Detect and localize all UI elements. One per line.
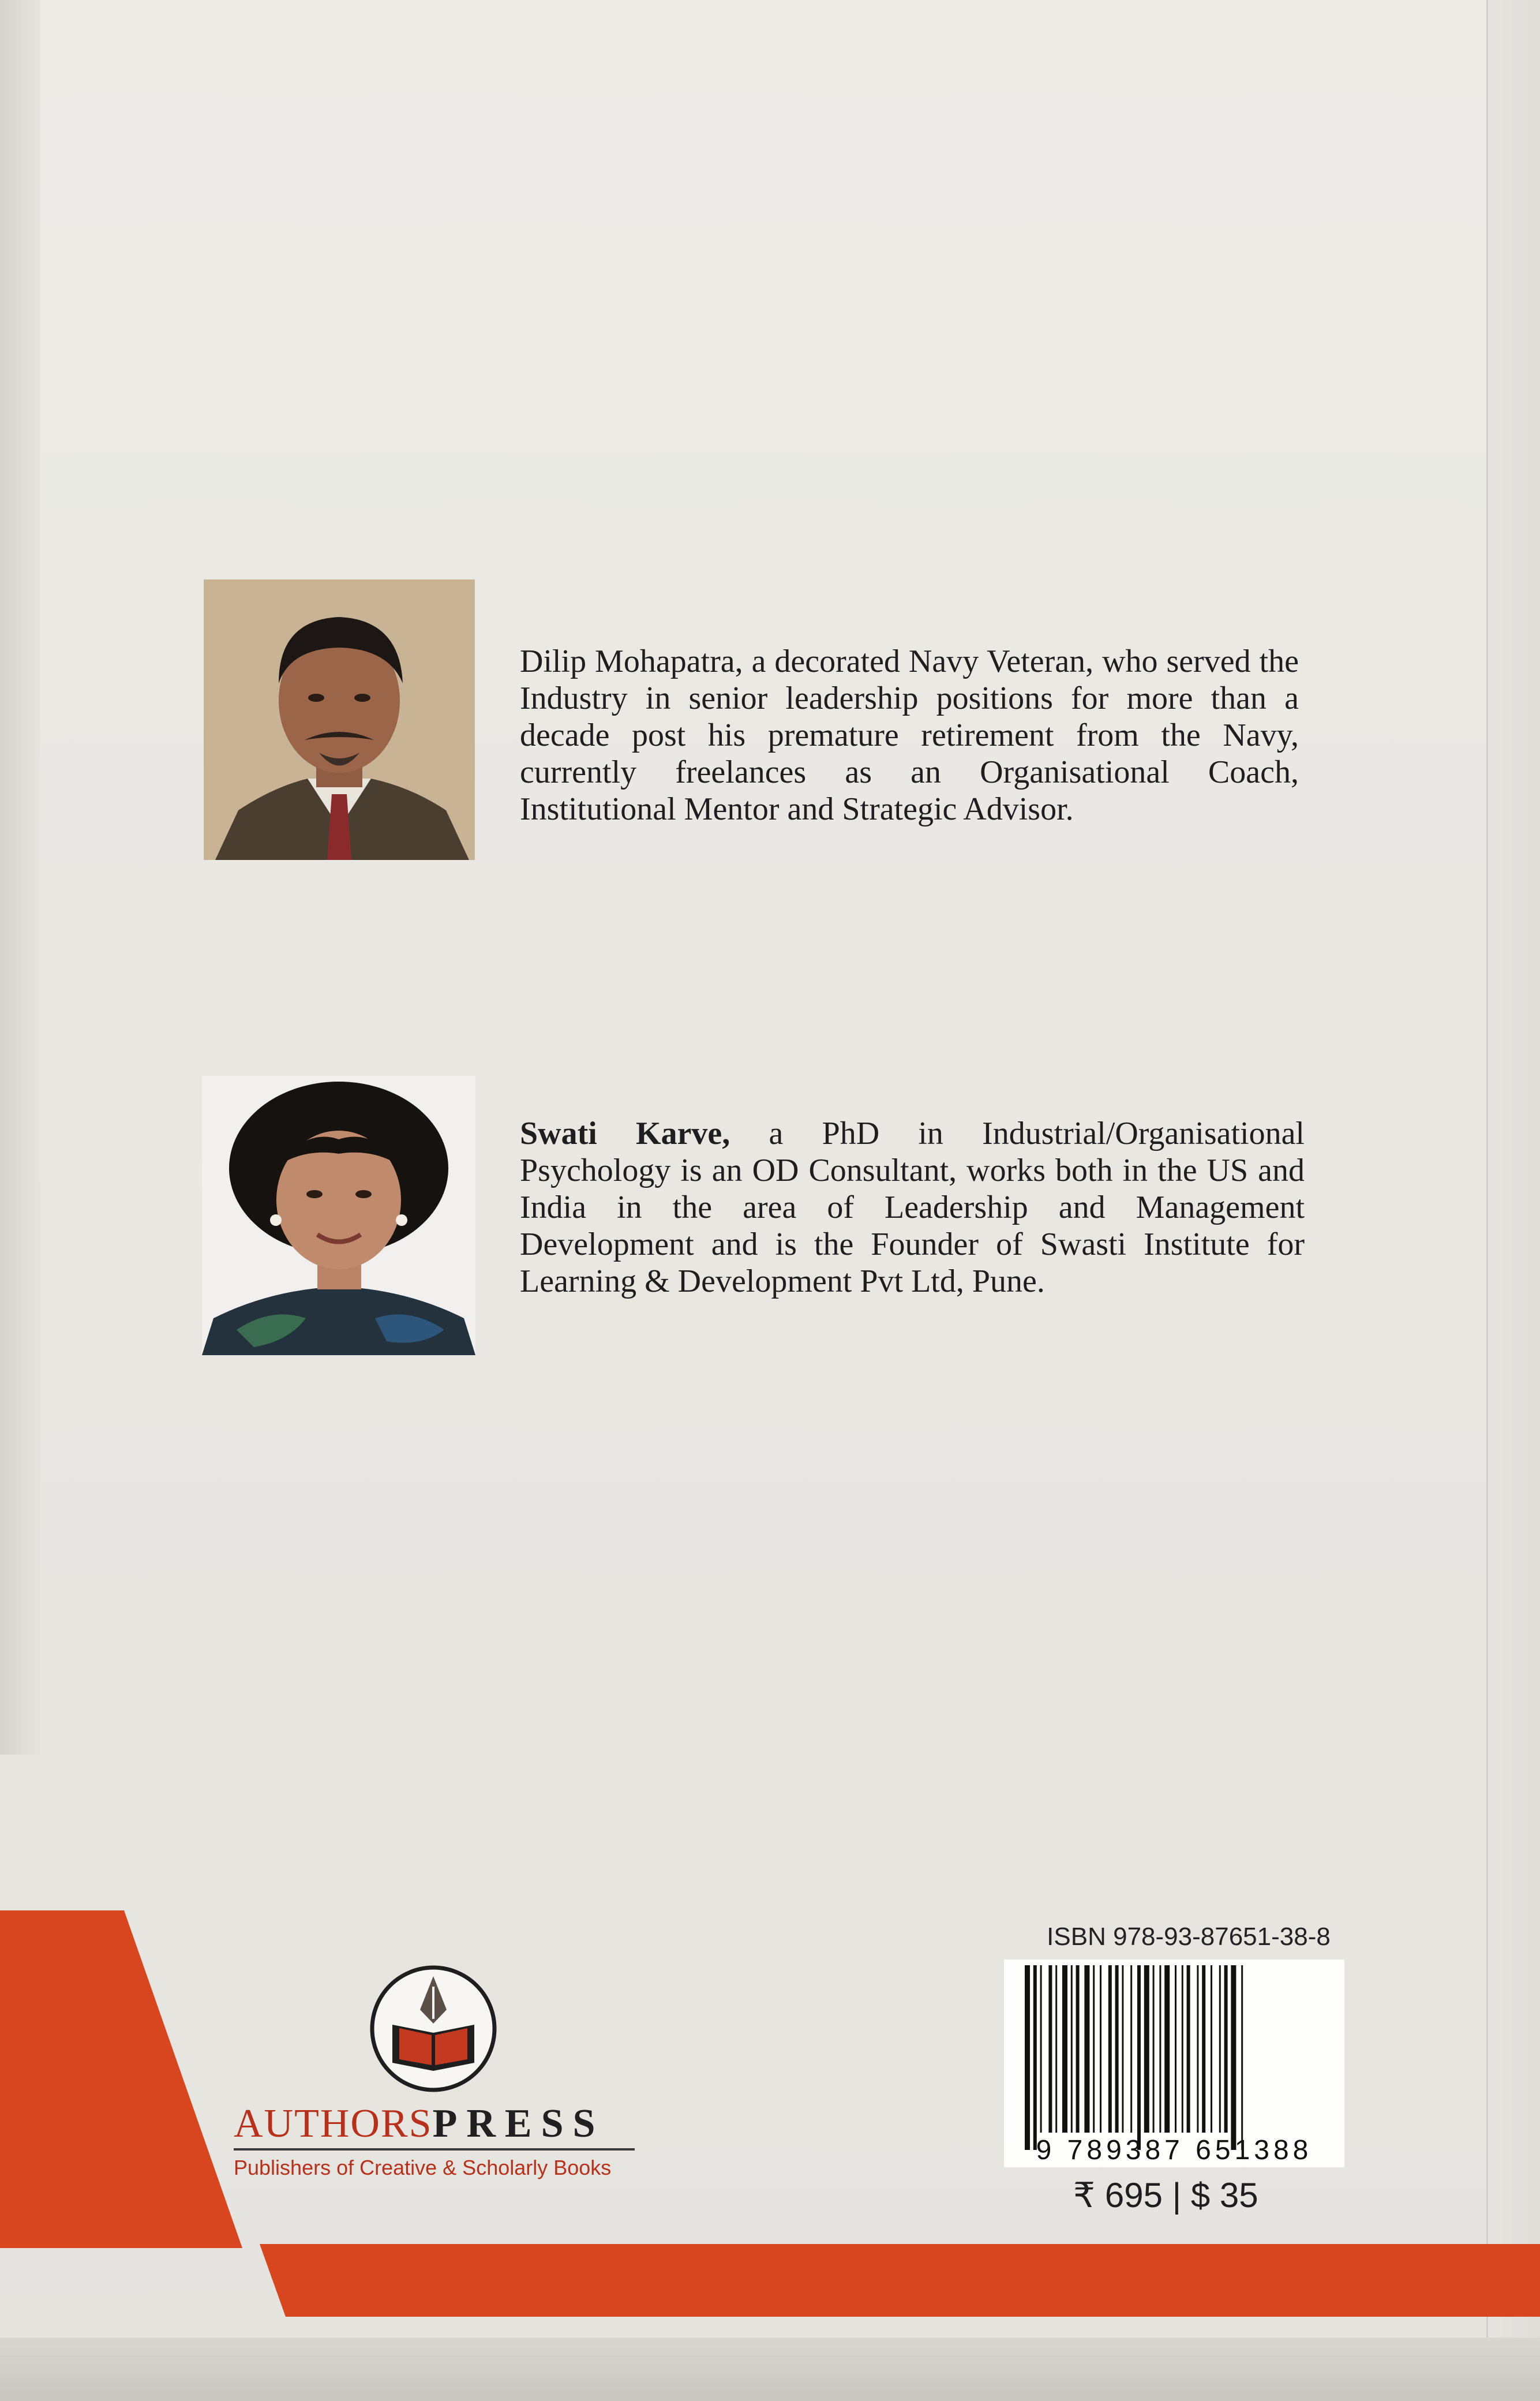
author-bio-swati-karve (520, 1115, 1305, 1300)
barcode-bar (1153, 1965, 1155, 2133)
barcode-bar (1202, 1965, 1205, 2133)
author-bio-text: a PhD in Industrial/Organisational Psychology is an OD Consultant, works both in the US and India in the area of Leadership and Management Development and is the Founder of Swasti Institute for Learning & Development Pvt Ltd, Pune. (520, 1116, 1305, 1299)
barcode-bar (1187, 1965, 1190, 2133)
author-photo-swati-karve (202, 1076, 475, 1355)
barcode-bar (1025, 1965, 1030, 2150)
barcode-bar (1033, 1965, 1037, 2150)
orange-band-left (0, 1910, 242, 2248)
author-bio-dilip-mohapatra: Dilip Mohapatra, a decorated Navy Veteran, who served the Industry in senior leadership positions for more than a decade post his premature retirement from the Navy, currently freelances as an Organisational Coach, Institutional Mentor and Strategic Advisor. (520, 644, 1299, 827)
cover-right-edge (1486, 0, 1540, 2401)
publisher-tagline: Publishers of Creative & Scholarly Books (234, 2156, 612, 2179)
publisher-divider (234, 2148, 635, 2151)
barcode-bar (1224, 1965, 1228, 2133)
barcode-bar (1159, 1965, 1161, 2133)
barcode-bar (1122, 1965, 1123, 2133)
barcode-bar (1076, 1965, 1080, 2133)
barcode-bar (1084, 1965, 1089, 2133)
publisher-name-part1: AUTHORS (234, 2101, 433, 2146)
barcode-bar (1108, 1965, 1112, 2133)
barcode-bar (1182, 1965, 1183, 2133)
authorspress-logo-icon (368, 1964, 499, 2094)
barcode-bar (1130, 1965, 1132, 2133)
barcode-bar (1048, 1965, 1052, 2133)
orange-band-bottom (260, 2244, 1540, 2317)
barcode-digits: 9 789387 651388 (1036, 2135, 1313, 2166)
cover-bottom-fold (0, 2338, 1540, 2401)
author-name-swati-karve: Swati Karve, (520, 1116, 730, 1151)
spine-shadow (0, 0, 40, 1755)
price-label: ₹ 695 | $ 35 (1073, 2176, 1258, 2215)
barcode-bar (1055, 1965, 1057, 2133)
barcode-bar (1137, 1965, 1141, 2150)
publisher-name-part2: PRESS (432, 2101, 605, 2146)
publisher-name (234, 2101, 638, 2147)
barcode-bar (1164, 1965, 1170, 2133)
barcode-bar (1211, 1965, 1212, 2133)
barcode-bar (1231, 1965, 1236, 2150)
barcode-icon (1021, 1965, 1340, 2150)
barcode-bar (1100, 1965, 1101, 2133)
barcode-bar (1197, 1965, 1198, 2133)
barcode-bar (1093, 1965, 1095, 2133)
barcode-bar (1040, 1965, 1042, 2133)
barcode-bar (1115, 1965, 1119, 2133)
barcode-bar (1175, 1965, 1176, 2133)
isbn-label: ISBN 978-93-87651-38-8 (1047, 1923, 1331, 1951)
barcode-bar (1219, 1965, 1221, 2133)
barcode-bar (1062, 1965, 1067, 2133)
barcode-bar (1071, 1965, 1073, 2133)
barcode-bar (1144, 1965, 1149, 2133)
barcode-bar (1241, 1965, 1243, 2150)
author-photo-dilip-mohapatra (204, 579, 475, 860)
